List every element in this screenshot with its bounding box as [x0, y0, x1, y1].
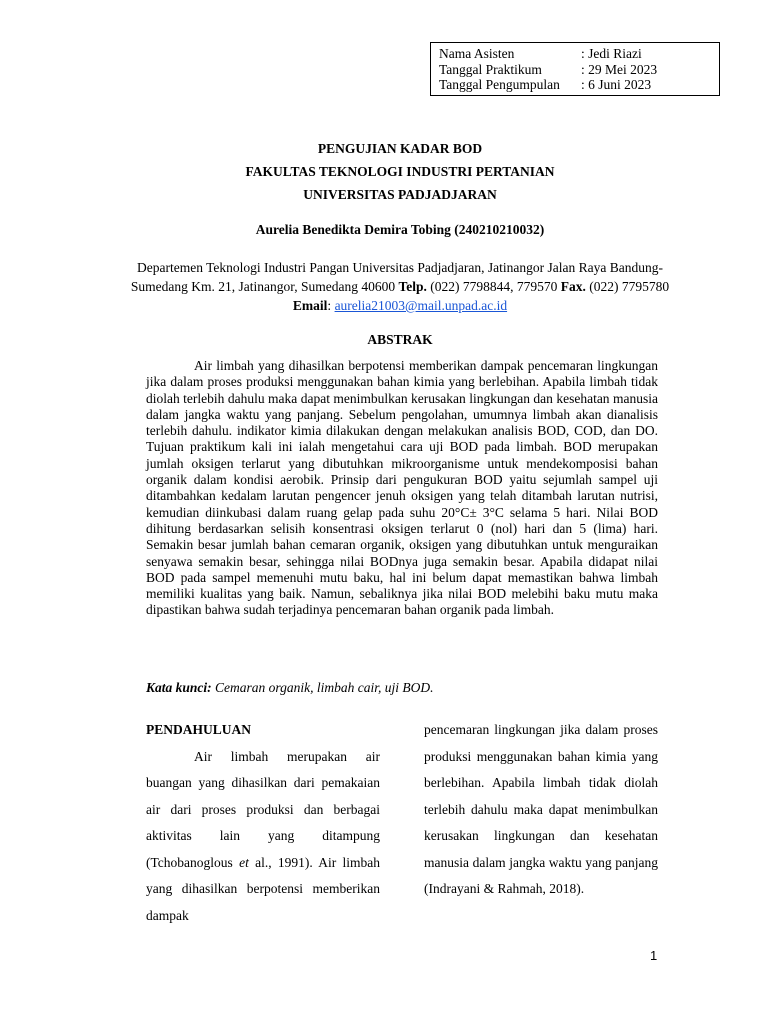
info-label: Tanggal Praktikum: [439, 61, 542, 77]
et-al-italic: et: [239, 854, 249, 870]
fax-value: (022) 7795780: [589, 279, 670, 294]
info-row-submission-date: [439, 77, 719, 93]
intro-right-column: [424, 717, 658, 903]
author-name: Aurelia Benedikta Demira Tobing (240210210032): [255, 222, 545, 237]
info-row-assistant: [439, 46, 719, 62]
info-label: Tanggal Pengumpulan: [439, 77, 560, 92]
title-line-1: PENGUJIAN KADAR BOD: [317, 141, 483, 156]
info-value: : 29 Mei 2023: [581, 61, 658, 77]
abstract-body: [146, 358, 658, 619]
affiliation: Departemen Teknologi Industri Pangan Universitas Padjadjaran, Jatinangor Jalan Raya Bandung-Sumedang Km. 21, Jatinangor, Sumedang 40600 Telp. (022) 7798844, 779570 Fax. (022) 7795780 Email: aurelia21003@mail.unpad.ac.id: [130, 260, 670, 313]
fax-label: Fax.: [560, 279, 586, 294]
intro-left-column: [146, 717, 380, 929]
affiliation-address: Departemen Teknologi Industri Pangan Universitas Padjadjaran, Jatinangor Jalan Raya Bandung-Sumedang Km. 21, Jatinangor, Sumedang 40600: [130, 260, 663, 294]
abstract-heading: ABSTRAK: [367, 332, 433, 347]
email-label: Email: [292, 298, 328, 313]
intro-text-1: Air limbah merupakan air buangan yang dihasilkan dari pemakaian air dari proses produksi dan berbagai aktivitas lain yang ditampung (Tchobanoglous: [146, 748, 380, 870]
info-value: : 6 Juni 2023: [581, 77, 652, 92]
email-link[interactable]: aurelia21003@mail.unpad.ac.id: [334, 298, 508, 313]
intro-right-text: pencemaran lingkungan jika dalam proses produksi menggunakan bahan kimia yang berlebihan. Apabila limbah tidak diolah terlebih dahulu maka dapat menimbulkan kerusakan lingkungan dan kesehatan manusia dalam jangka waktu yang panjang (Indrayani & Rahmah, 2018).: [424, 722, 658, 896]
section-heading-introduction: PENDAHULUAN: [146, 722, 252, 737]
title-line-2: FAKULTAS TEKNOLOGI INDUSTRI PERTANIAN: [245, 164, 555, 179]
keywords-label: Kata kunci:: [146, 680, 212, 695]
paper-title: [100, 137, 700, 206]
intro-text-2: al., 1991). Air limbah yang dihasilkan berpotensi memberikan dampak: [146, 854, 381, 923]
info-value: : Jedi Riazi: [581, 46, 642, 61]
assistant-info-box: [430, 42, 720, 96]
keywords: [146, 680, 658, 696]
title-line-3: UNIVERSITAS PADJADJARAN: [303, 187, 497, 202]
telp-label: Telp.: [398, 279, 427, 294]
abstract-text: Air limbah yang dihasilkan berpotensi memberikan dampak pencemaran lingkungan jika dalam proses produksi menggunakan bahan kimia yang berlebihan. Apabila limbah tidak diolah terlebih dahulu maka dapat menimbulkan kerusakan lingkungan dan kesehatan manusia dalam jangka waktu yang panjang. Sebelum pengolahan, umumnya limbah akan dianalisis terlebih dahulu. indikator kimia dilakukan dengan melakukan analisis BOD, COD, dan DO. Tujuan praktikum kali ini ialah mengetahui cara uji BOD pada limbah. BOD merupakan jumlah oksigen terlarut yang dibutuhkan mikroorganisme untuk mendekomposisi bahan organik dalam kondisi aerobik. Prinsip dari pengukuran BOD yaitu sejumlah sampel uji ditambahkan kedalam larutan pengencer jenuh oksigen yang telah ditambah larutan nutrisi, kemudian diinkubasi dalam ruang gelap pada suhu 20°C± 3°C selama 5 hari. Nilai BOD dihitung berdasarkan selisih konsentrasi oksigen terlarut 0 (nol) hari dan 5 (lima) hari. Semakin besar jumlah bahan cemaran organik, oksigen yang dibutuhkan untuk menguraikan senyawa semakin besar, sehingga nilai BODnya juga semakin besar. Apabila didapat nilai BOD pada sampel memenuhi mutu baku, hal ini belum dapat memastikan bahwa limbah memiliki kualitas yang baik. Namun, sebaliknya jika nilai BOD melebihi baku mutu maka dipastikan bahwa sudah terjadinya pencemaran bahan organik pada limbah.: [146, 358, 658, 618]
telp-value: (022) 7798844, 779570: [430, 279, 558, 294]
intro-paragraph: [146, 744, 380, 930]
info-row-practicum-date: [439, 62, 719, 78]
keywords-text: Cemaran organik, limbah cair, uji BOD.: [215, 680, 434, 695]
info-label: Nama Asisten: [439, 46, 515, 61]
page-number: 1: [650, 948, 658, 963]
